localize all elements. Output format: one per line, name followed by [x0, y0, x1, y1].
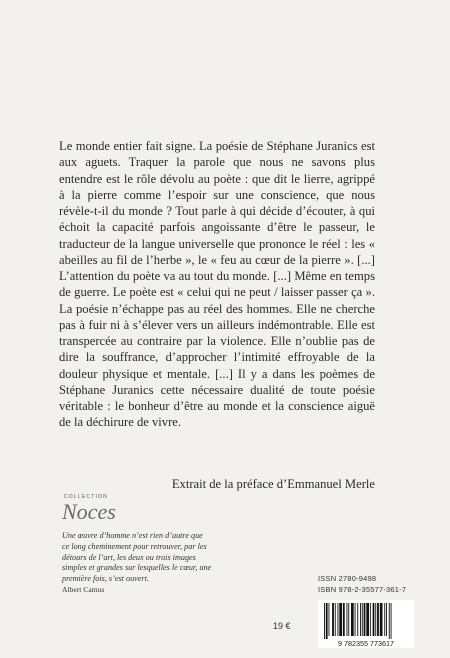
isbn-number: ISBN 978-2-35577-361-7 — [318, 585, 407, 594]
back-cover-blurb — [59, 138, 375, 431]
barcode-icon — [318, 600, 414, 648]
price-label: 19 € — [273, 621, 291, 631]
preface-credit: Extrait de la préface d’Emmanuel Merle — [171, 477, 375, 491]
collection-label: COLLECTION — [64, 494, 108, 500]
quote-author: Albert Camus — [62, 584, 105, 594]
isbn-block — [318, 573, 414, 595]
issn-number: ISSN 2780-9498 — [318, 574, 377, 583]
epigraph-quote — [62, 531, 212, 596]
barcode — [318, 600, 414, 648]
barcode-digits: 9 782355 773617 — [338, 639, 394, 648]
quote-text: Une œuvre d’homme n’est rien d’autre que ce long cheminement pour retrouver, par les détours de l’art, les deux ou trois images simples et grandes sur lesquelles le cœur, une première fois, s’est ouvert. — [62, 531, 212, 584]
collection-logo — [62, 494, 122, 523]
collection-name: Noces — [62, 499, 116, 524]
blurb-text: Le monde entier fait signe. La poésie de Stéphane Juranics est aux aguets. Traquer la parole que nous ne savons plus entendre est le rôle dévolu au poète : que dit le lierre, agrippé à la pierre comme l’espoir sur une conscience, que nous révèle-t-il du monde ? Tout parle à qui décide d’écouter, à qui échoit la capacité parfois angoissante d’être le passeur, le traducteur de la langue universelle que prononce le réel : les « abeilles au fil de l’herbe », le « feu au cœur de la pierre ». [...] L’attention du poète va au tout du monde. [...] Même en temps de guerre. Le poète est « celui qui ne peut / laisser passer ça ». La poésie n’échappe pas au réel des hommes. Elle ne cherche pas à fuir ni à s’élever vers un ailleurs indémontrable. Elle est transpercée au contraire par la violence. Elle n’oublie pas de dire la souffrance, d’approcher l’intimité effroyable de la douleur physique et mentale. [...] Il y a dans les poèmes de Stéphane Juranics cette nécessaire dualité de toute poésie véritable : le bonheur d’être au monde et la conscience aiguë de la déchirure de vivre. — [59, 139, 375, 430]
